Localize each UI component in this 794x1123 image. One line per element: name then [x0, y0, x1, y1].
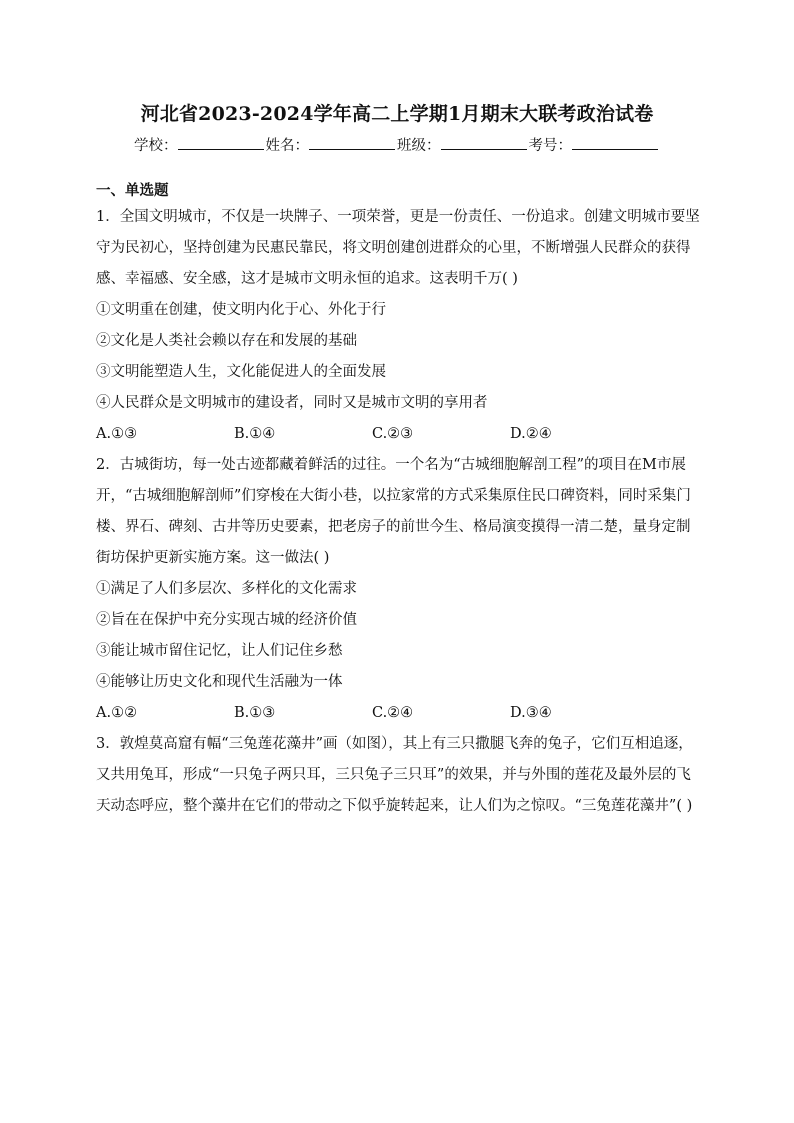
- question-1-choice-a: A.①③: [96, 426, 138, 442]
- question-2-option-1: ①满足了人们多层次、多样化的文化需求: [96, 581, 357, 597]
- question-1-choice-c: C.②③: [372, 426, 414, 442]
- question-1-option-3: ③文明能塑造人生，文化能促进人的全面发展: [96, 364, 386, 380]
- question-2: [96, 450, 700, 729]
- question-3-stem: 3．敦煌莫高窟有幅“三兔莲花藻井”画（如图），其上有三只撒腿飞奔的兔子，它们互相追逐，又共用兔耳，形成“一只兔子两只耳，三只兔子三只耳”的效果，并与外围的莲花及最外层的飞天动态呼应，整个藻井在它们的带动之下似乎旋转起来，让人们为之惊叹。“三兔莲花藻井”( ): [96, 736, 693, 814]
- question-2-choice-a: A.①②: [96, 705, 138, 721]
- question-3: [96, 729, 700, 822]
- question-1-stem: 1．全国文明城市，不仅是一块牌子、一项荣誉，更是一份责任、一份追求。创建文明城市要坚守为民初心，坚持创建为民惠民靠民，将文明创建创进群众的心里，不断增强人民群众的获得感、幸福感、安全感，这才是城市文明永恒的追求。这表明千万( ): [96, 209, 700, 287]
- exam-content: [96, 180, 700, 822]
- name-blank: [309, 133, 395, 150]
- question-2-choice-d: D.③④: [510, 705, 552, 721]
- student-info-row: [0, 133, 794, 158]
- exam-number-label: 考号：: [528, 138, 572, 154]
- question-2-option-4: ④能够让历史文化和现代生活融为一体: [96, 674, 343, 690]
- exam-number-blank: [572, 133, 658, 150]
- question-1: [96, 202, 700, 450]
- question-1-choices: [96, 419, 700, 450]
- question-1-option-1: ①文明重在创建，使文明内化于心、外化于行: [96, 302, 386, 318]
- class-blank: [441, 133, 527, 150]
- school-label: 学校：: [134, 138, 178, 154]
- exam-title: 河北省2023-2024学年高二上学期1月期末大联考政治试卷: [140, 103, 654, 125]
- question-2-option-3: ③能让城市留住记忆，让人们记住乡愁: [96, 643, 343, 659]
- question-2-choices: [96, 698, 700, 729]
- question-2-stem: 2．古城街坊，每一处古迹都藏着鲜活的过往。一个名为“古城细胞解剖工程”的项目在M市展开，“古城细胞解剖师”们穿梭在大街小巷，以拉家常的方式采集原住民口碑资料，同时采集门楼、界石、碑刻、古井等历史要素，把老房子的前世今生、格局演变摸得一清二楚，量身定制街坊保护更新实施方案。这一做法( ): [96, 457, 691, 566]
- question-2-choice-c: C.②④: [372, 705, 414, 721]
- school-blank: [178, 133, 264, 150]
- question-1-option-2: ②文化是人类社会赖以存在和发展的基础: [96, 333, 357, 349]
- question-1-choice-d: D.②④: [510, 426, 552, 442]
- name-label: 姓名：: [265, 138, 309, 154]
- question-1-choice-b: B.①④: [234, 426, 276, 442]
- section-title: 一、单选题: [96, 182, 169, 199]
- question-1-option-4: ④人民群众是文明城市的建设者，同时又是城市文明的享用者: [96, 395, 488, 411]
- question-2-choice-b: B.①③: [234, 705, 276, 721]
- question-2-option-2: ②旨在在保护中充分实现古城的经济价值: [96, 612, 357, 628]
- class-label: 班级：: [397, 138, 441, 154]
